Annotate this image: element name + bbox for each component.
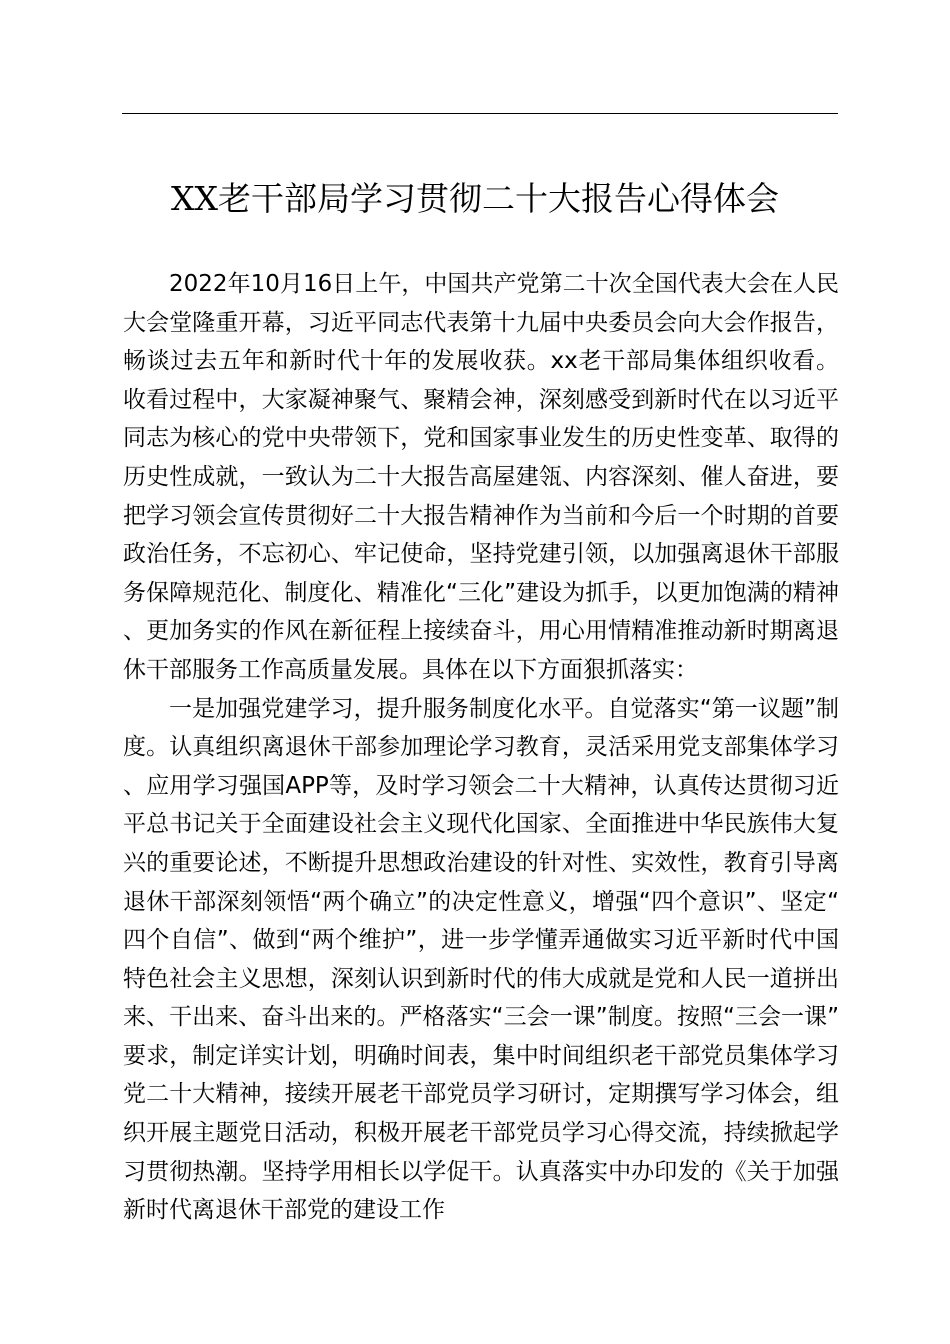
header-rule <box>122 113 838 114</box>
document-body <box>123 265 839 1230</box>
paragraph-point-one: 一是加强党建学习，提升服务制度化水平。自觉落实“第一议题”制度。认真组织离退休干部参加理论学习教育，灵活采用党支部集体学习、应用学习强国APP等，及时学习领会二十大精神，认真传达贯彻习近平总书记关于全面建设社会主义现代化国家、全面推进中华民族伟大复兴的重要论述，不断提升思想政治建设的针对性、实效性，教育引导离退休干部深刻领悟“两个确立”的决定性意义，增强“四个意识”、坚定“四个自信”、做到“两个维护”，进一步学懂弄通做实习近平新时代中国特色社会主义思想，深刻认识到新时代的伟大成就是党和人民一道拼出来、干出来、奋斗出来的。严格落实“三会一课”制度。按照“三会一课”要求，制定详实计划，明确时间表，集中时间组织老干部党员集体学习党二十大精神，接续开展老干部党员学习研讨，定期撰写学习体会，组织开展主题党日活动，积极开展老干部党员学习心得交流，持续掀起学习贯彻热潮。坚持学用相长以学促干。认真落实中办印发的《关于加强新时代离退休干部党的建设工作 <box>123 695 839 1224</box>
paragraph-intro: 2022年10月16日上午，中国共产党第二十次全国代表大会在人民大会堂隆重开幕，习近平同志代表第十九届中央委员会向大会作报告，畅谈过去五年和新时代十年的发展收获。xx老干部局集体组织收看。收看过程中，大家凝神聚气、聚精会神，深刻感受到新时代在以习近平同志为核心的党中央带领下，党和国家事业发生的历史性变革、取得的历史性成就，一致认为二十大报告高屋建瓴、内容深刻、催人奋进，要把学习领会宣传贯彻好二十大报告精神作为当前和今后一个时期的首要政治任务，不忘初心、牢记使命，坚持党建引领，以加强离退休干部服务保障规范化、制度化、精准化“三化”建设为抓手，以更加饱满的精神、更加务实的作风在新征程上接续奋斗，用心用情精准推动新时期离退休干部服务工作高质量发展。具体在以下方面狠抓落实： <box>123 271 839 683</box>
document-title: XX老干部局学习贯彻二十大报告心得体会 <box>171 179 779 218</box>
